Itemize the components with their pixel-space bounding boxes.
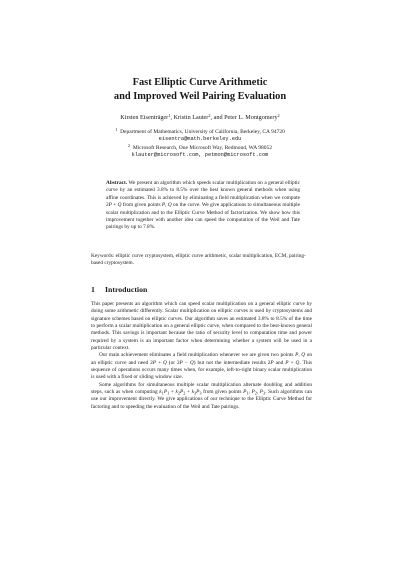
affiliation-mark: 2 bbox=[127, 142, 131, 148]
abstract-text: We present an algorithm which speeds scalar multiplication on a general elliptic curve by an estimated 3.8% to 8.5% over the best known general methods when using affine coordinates. This is achieved by eliminating a field multiplication when we compute 2 bbox=[106, 180, 300, 209]
paragraph: This paper presents an algorithm which can speed scalar multiplication on a general elliptic curve by doing some arithmetic differently. Scalar multiplication on elliptic curves is used by cryptosystems and signature schemes based on elliptic curves. Our algorithm saves an estimated 3.8% to 8.5% of the time to perform a scalar multiplication on a general elliptic curve, when compared to the best-known general methods. This savings is important because the ratio of security level to computation time and power required by a system is an important factor when determining whether a system will be used in a particular context. bbox=[91, 301, 312, 352]
affiliation-mark: 1 bbox=[115, 126, 118, 132]
affiliation-text: Microsoft Research, One Microsoft Way, Redmond, WA 98052 bbox=[132, 145, 273, 151]
author-name: Peter L. Montgomery bbox=[224, 114, 278, 121]
paper-title bbox=[0, 76, 400, 103]
section-heading bbox=[91, 285, 147, 294]
author-separator: , and bbox=[210, 114, 225, 121]
title-line-2: and Improved Weil Pairing Evaluation bbox=[113, 90, 287, 102]
affiliation-email: klauter@microsoft.com, petmon@microsoft.com bbox=[131, 152, 269, 158]
affiliation-text: Department of Mathematics, University of California, Berkeley, CA 94720 bbox=[120, 129, 285, 135]
section-number: 1 bbox=[91, 285, 95, 294]
author-list bbox=[0, 114, 400, 121]
section-body bbox=[91, 301, 312, 411]
author-name: Kirsten Eisenträger bbox=[120, 114, 169, 121]
author-affil-mark: 1 bbox=[168, 112, 171, 118]
abstract-label: Abstract. bbox=[106, 180, 128, 186]
keywords: Keywords: elliptic curve cryptosystem, elliptic curve arithmetic, scalar multiplication, ECM, pairing-based cryptosystem. bbox=[91, 253, 306, 267]
author-affil-mark: 2 bbox=[208, 112, 211, 118]
author-name: Kristin Lauter bbox=[173, 114, 209, 121]
title-line-1: Fast Elliptic Curve Arithmetic bbox=[132, 77, 268, 88]
abstract: Abstract. We present an algorithm which speeds scalar multiplication on a general elliptic curve by an estimated 3.8% to 8.5% over the best known general methods when using affine coordinates. This is achieved by eliminating a field multiplication when we compute 2P + Q from given points P, Q on the curve. We give applications to simultaneous multiple scalar multiplication and to the Elliptic Curve Method of factorization. We show how this improvement together with another idea can speed the computation of the Weil and Tate pairings by up to 7.8%. bbox=[106, 180, 301, 231]
author-affil-mark: 2 bbox=[277, 112, 280, 118]
affiliation-1 bbox=[0, 126, 400, 143]
affiliation-2 bbox=[0, 142, 400, 159]
paragraph: Some algorithms for simultaneous multiple scalar multiplication alternate doubling and addition steps, such as when computing $k_1P_1 + k_2P_2 + k_3P_3$ from given points $P_1$, $P_2$, $P_3$. Such algorithms can use our improvement directly. We give applications of our technique to the Elliptic Curve Method for factoring and to speeding the evaluation of the Weil and Tate pairings. bbox=[91, 381, 313, 410]
paragraph: Our main achievement eliminates a field multiplication whenever we are given two points P, Q on an elliptic curve and need 2P + Q (or 2P − Q) but not the intermediate results 2P and P + Q. This sequence of operations occurs many times when, for example, left-to-right binary scalar multiplication is used with a fixed or sliding window size. bbox=[91, 352, 313, 381]
section-title: Introduction bbox=[105, 285, 148, 294]
affiliation-email: eisentra@math.berkeley.edu bbox=[158, 136, 242, 142]
author-separator: , bbox=[170, 114, 174, 121]
